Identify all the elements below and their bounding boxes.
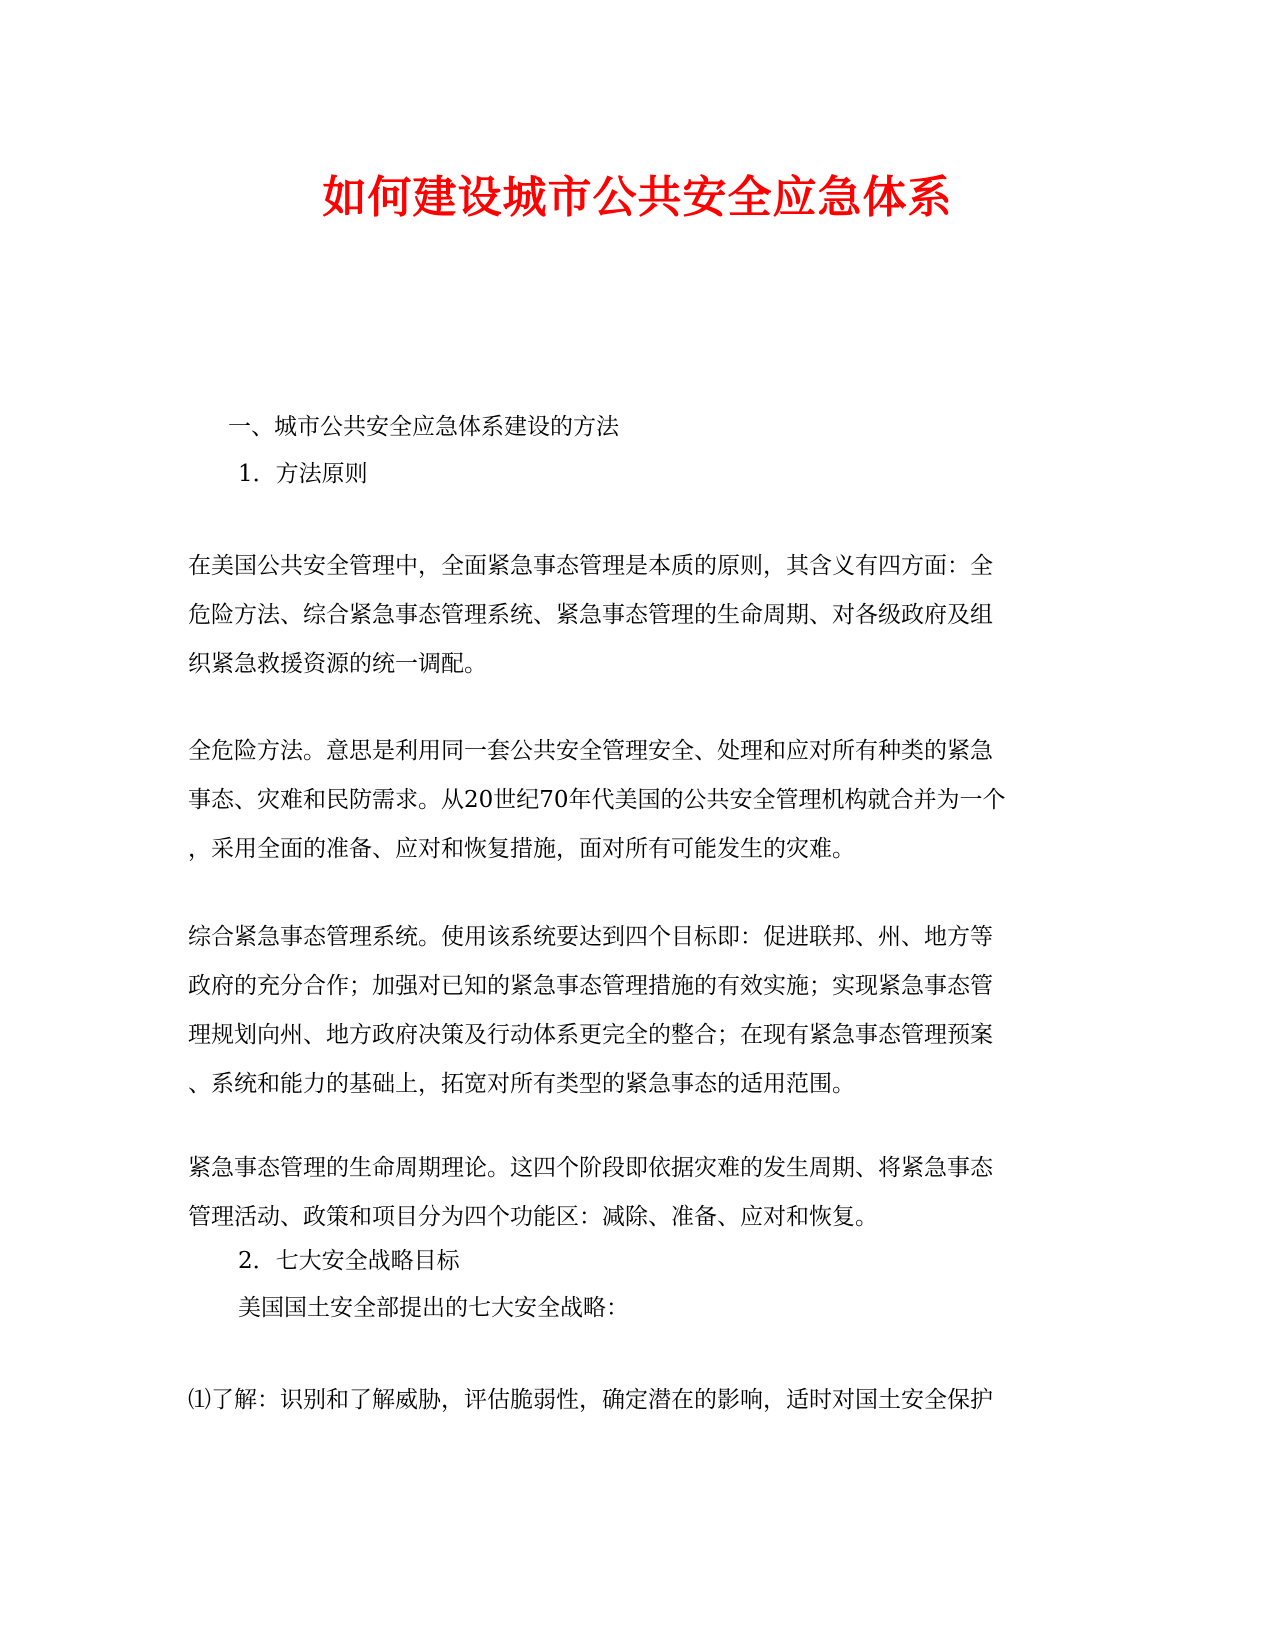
list-item-1-line: ⑴了解：识别和了解威胁，评估脆弱性，确定潜在的影响，适时对国土安全保护	[188, 1387, 993, 1413]
paragraph-4-line: 管理活动、政策和项目分为四个功能区：减除、准备、应对和恢复。	[188, 1204, 878, 1230]
paragraph-4-line: 紧急事态管理的生命周期理论。这四个阶段即依据灾难的发生周期、将紧急事态	[188, 1155, 993, 1181]
paragraph-1-line: 在美国公共安全管理中，全面紧急事态管理是本质的原则，其含义有四方面：全	[188, 553, 993, 579]
section-heading: 一、城市公共安全应急体系建设的方法	[228, 414, 619, 440]
list-item-1	[188, 1376, 1068, 1425]
subsection-heading-2: 2．七大安全战略目标	[238, 1248, 460, 1274]
paragraph-3	[188, 913, 1068, 1109]
paragraph-1-line: 危险方法、综合紧急事态管理系统、紧急事态管理的生命周期、对各级政府及组	[188, 602, 993, 628]
paragraph-1	[188, 542, 1068, 689]
paragraph-4	[188, 1144, 1068, 1242]
page-title: 如何建设城市公共安全应急体系	[322, 172, 953, 223]
paragraph-2-line: 全危险方法。意思是利用同一套公共安全管理安全、处理和应对所有种类的紧急	[188, 738, 993, 764]
paragraph-1-line: 织紧急救援资源的统一调配。	[188, 651, 487, 677]
paragraph-2-line: ，采用全面的准备、应对和恢复措施，面对所有可能发生的灾难。	[188, 836, 855, 862]
subsection-intro: 美国国土安全部提出的七大安全战略：	[238, 1295, 629, 1321]
paragraph-3-line: 理规划向州、地方政府决策及行动体系更完全的整合；在现有紧急事态管理预案	[188, 1022, 993, 1048]
paragraph-3-line: 政府的充分合作；加强对已知的紧急事态管理措施的有效实施；实现紧急事态管	[188, 973, 993, 999]
paragraph-2-line: 事态、灾难和民防需求。从20世纪70年代美国的公共安全管理机构就合并为一个	[188, 787, 1006, 813]
subsection-heading-1: 1．方法原则	[238, 461, 368, 487]
paragraph-3-line: 综合紧急事态管理系统。使用该系统要达到四个目标即：促进联邦、州、地方等	[188, 924, 993, 950]
paragraph-2	[188, 727, 1068, 874]
paragraph-3-line: 、系统和能力的基础上，拓宽对所有类型的紧急事态的适用范围。	[188, 1071, 855, 1097]
